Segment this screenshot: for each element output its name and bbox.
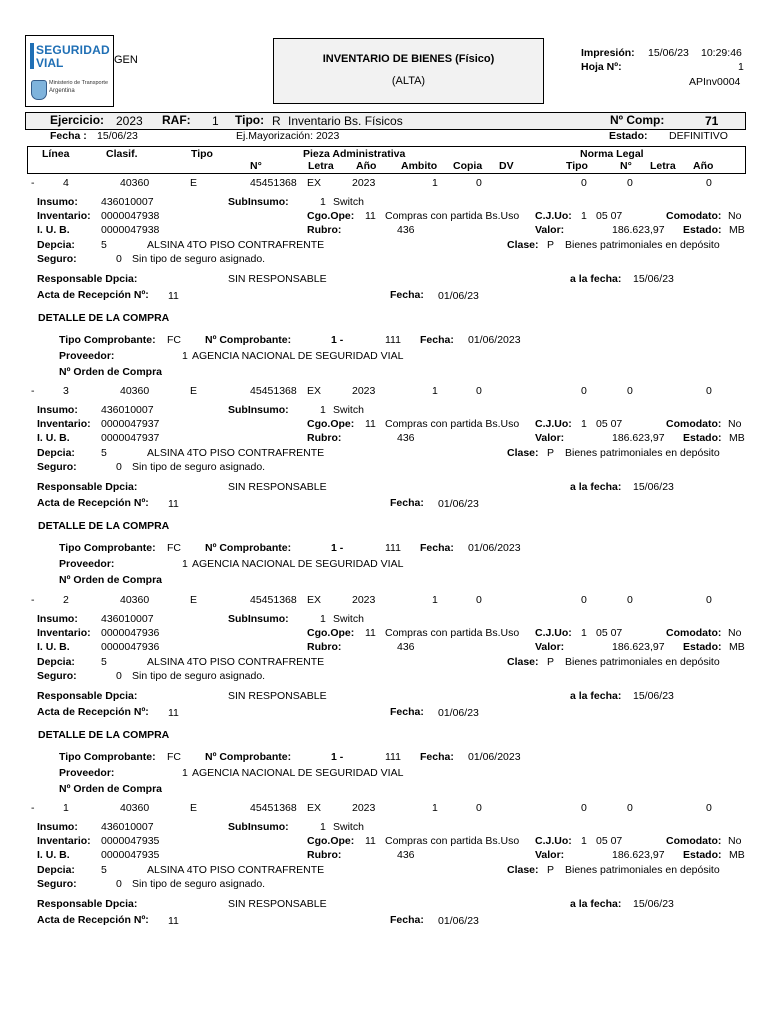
seguro-value: Sin tipo de seguro asignado.: [132, 670, 266, 682]
rubro-value: 436: [397, 224, 415, 236]
rubro-value: 436: [397, 432, 415, 444]
alafecha-label: a la fecha:: [570, 898, 622, 910]
ministry-logo: [28, 76, 111, 102]
rubro-value: 436: [397, 641, 415, 653]
clase-label: Clase:: [507, 656, 539, 668]
acta-fecha-label: Fecha:: [390, 497, 424, 509]
compra-fecha-value: 01/06/2023: [468, 542, 521, 554]
detalle-heading: DETALLE DE LA COMPRA: [38, 312, 170, 324]
row-norma-anio: 0: [706, 385, 712, 397]
rubro-label: Rubro:: [307, 224, 342, 236]
cgoope-number: 11: [365, 418, 376, 430]
row-clasif: 40360: [120, 802, 150, 814]
seguro-value: Sin tipo de seguro asignado.: [132, 461, 266, 473]
subinsumo-number: 1: [320, 821, 326, 833]
depcia-label: Depcia:: [37, 864, 75, 876]
proveedor-label: Proveedor:: [59, 350, 115, 362]
comodato-value: No: [728, 418, 742, 430]
tipocomp-value: FC: [167, 334, 181, 346]
row-linea: 1: [63, 802, 69, 814]
inventario-value: 0000047936: [101, 627, 160, 639]
acta-fecha-value: 01/06/23: [438, 707, 479, 719]
report-title-box: [273, 38, 544, 104]
rubro-label: Rubro:: [307, 432, 342, 444]
clase-value: Bienes patrimoniales en depósito: [565, 239, 720, 251]
row-n: 45451368: [250, 385, 297, 397]
col-dv: DV: [499, 160, 514, 172]
seguro-value: Sin tipo de seguro asignado.: [132, 878, 266, 890]
logo-text-line1: SEGURIDAD: [36, 43, 110, 57]
ncomprobante-value: 111: [385, 542, 401, 554]
column-header: [27, 146, 746, 174]
inventario-label: Inventario:: [37, 627, 91, 639]
estado-item-value: MB: [729, 849, 745, 861]
valor-value: 186.623,97: [612, 432, 665, 444]
row-n: 45451368: [250, 177, 297, 189]
row-norma-anio: 0: [706, 802, 712, 814]
alafecha-value: 15/06/23: [633, 898, 674, 910]
row-dash: -: [31, 177, 35, 189]
iub-label: I. U. B.: [37, 432, 70, 444]
estado-item-label: Estado:: [683, 224, 722, 236]
raf-label: RAF:: [162, 113, 191, 127]
row-clasif: 40360: [120, 385, 150, 397]
ncomp-label: Nº Comp:: [610, 113, 665, 127]
responsable-label: Responsable Dpcia:: [37, 898, 138, 910]
acta-value: 11: [168, 290, 179, 302]
detalle-heading: DETALLE DE LA COMPRA: [38, 520, 170, 532]
row-tipo: E: [190, 594, 198, 606]
acta-fecha-label: Fecha:: [390, 706, 424, 718]
row-copia: 0: [476, 177, 482, 189]
cjuo-label: C.J.Uo:: [535, 835, 572, 847]
ejercicio-value: 2023: [116, 114, 143, 128]
row-norma-anio: 0: [706, 594, 712, 606]
seguro-label: Seguro:: [37, 253, 77, 265]
alafecha-label: a la fecha:: [570, 690, 622, 702]
tipocomp-value: FC: [167, 542, 181, 554]
subinsumo-number: 1: [320, 196, 326, 208]
clase-code: P: [547, 447, 555, 459]
proveedor-number: 1: [182, 558, 188, 570]
compra-fecha-value: 01/06/2023: [468, 334, 521, 346]
acta-value: 11: [168, 707, 179, 719]
valor-value: 186.623,97: [612, 224, 665, 236]
row-n: 45451368: [250, 594, 297, 606]
row-norma-n: 0: [627, 177, 633, 189]
tipo-label: Tipo:: [235, 113, 265, 127]
col-ambito: Ambito: [401, 160, 438, 172]
row-copia: 0: [476, 594, 482, 606]
clase-label: Clase:: [507, 447, 539, 459]
gen-label: GEN: [114, 54, 138, 66]
cjuo-value: 05 07: [596, 627, 623, 639]
alafecha-value: 15/06/23: [633, 690, 674, 702]
proveedor-label: Proveedor:: [59, 558, 115, 570]
proveedor-value: AGENCIA NACIONAL DE SEGURIDAD VIAL: [192, 350, 404, 362]
proveedor-value: AGENCIA NACIONAL DE SEGURIDAD VIAL: [192, 767, 404, 779]
acta-label: Acta de Recepción Nº:: [37, 289, 149, 301]
rubro-value: 436: [397, 849, 415, 861]
ministry-country: Argentina: [49, 88, 75, 94]
tipo-desc: Inventario Bs. Físicos: [288, 114, 403, 128]
inventario-value: 0000047935: [101, 835, 160, 847]
detalle-heading: DETALLE DE LA COMPRA: [38, 729, 170, 741]
col-anio: Año: [356, 160, 377, 172]
proveedor-value: AGENCIA NACIONAL DE SEGURIDAD VIAL: [192, 558, 404, 570]
logo-bar: [30, 43, 34, 69]
seguro-label: Seguro:: [37, 461, 77, 473]
subinsumo-value: Switch: [333, 821, 364, 833]
cjuo-value: 05 07: [596, 835, 623, 847]
iub-value: 0000047938: [101, 224, 160, 236]
fecha-value: 15/06/23: [97, 130, 138, 142]
proveedor-number: 1: [182, 350, 188, 362]
row-tipo: E: [190, 177, 198, 189]
row-ambito: 1: [432, 177, 438, 189]
depcia-number: 5: [101, 239, 107, 251]
ncomprobante-prefix: 1 -: [331, 542, 344, 554]
cgoope-number: 11: [365, 627, 376, 639]
insumo-value: 436010007: [101, 404, 154, 416]
logo-text-line2: VIAL: [36, 56, 64, 70]
valor-label: Valor:: [535, 849, 565, 861]
seguro-label: Seguro:: [37, 670, 77, 682]
cgoope-value: Compras con partida Bs.Uso: [385, 210, 520, 222]
ministry-name: Ministerio de Transporte: [49, 80, 108, 86]
row-norma-n: 0: [627, 594, 633, 606]
rubro-label: Rubro:: [307, 849, 342, 861]
row-tipo: E: [190, 385, 198, 397]
seguro-number: 0: [116, 878, 122, 890]
agency-logo: [25, 35, 114, 107]
depcia-label: Depcia:: [37, 239, 75, 251]
insumo-label: Insumo:: [37, 821, 78, 833]
row-copia: 0: [476, 385, 482, 397]
impresion-date: 15/06/23: [648, 47, 689, 59]
cjuo-number: 1: [581, 418, 587, 430]
item-block: [0, 177, 768, 387]
col-n: N°: [250, 160, 262, 172]
row-norma-tipo: 0: [581, 594, 587, 606]
item-block: [0, 385, 768, 595]
col-copia: Copia: [453, 160, 483, 172]
item-block: [0, 802, 768, 1012]
ejercicio-label: Ejercicio:: [50, 113, 105, 127]
impresion-time: 10:29:46: [701, 47, 742, 59]
row-dash: -: [31, 802, 35, 814]
cjuo-number: 1: [581, 210, 587, 222]
row-letra: EX: [307, 385, 322, 397]
rubro-label: Rubro:: [307, 641, 342, 653]
comodato-label: Comodato:: [666, 835, 722, 847]
iub-value: 0000047935: [101, 849, 160, 861]
comodato-value: No: [728, 210, 742, 222]
row-anio: 2023: [352, 594, 376, 606]
responsable-label: Responsable Dpcia:: [37, 690, 138, 702]
acta-fecha-label: Fecha:: [390, 914, 424, 926]
ejmay-label: Ej.Mayorización: 2023: [236, 130, 340, 142]
clase-code: P: [547, 656, 555, 668]
acta-label: Acta de Recepción Nº:: [37, 706, 149, 718]
insumo-label: Insumo:: [37, 404, 78, 416]
raf-value: 1: [212, 114, 219, 128]
row-n: 45451368: [250, 802, 297, 814]
comodato-label: Comodato:: [666, 627, 722, 639]
clase-label: Clase:: [507, 239, 539, 251]
item-block: [0, 594, 768, 804]
depcia-value: ALSINA 4TO PISO CONTRAFRENTE: [147, 239, 325, 251]
seguridad-vial-logo: [28, 39, 111, 69]
responsable-label: Responsable Dpcia:: [37, 481, 138, 493]
report-title: INVENTARIO DE BIENES (Físico): [322, 53, 495, 65]
valor-value: 186.623,97: [612, 849, 665, 861]
tipocomp-label: Tipo Comprobante:: [59, 542, 156, 554]
acta-label: Acta de Recepción Nº:: [37, 914, 149, 926]
tipocomp-label: Tipo Comprobante:: [59, 334, 156, 346]
cgoope-value: Compras con partida Bs.Uso: [385, 627, 520, 639]
hoja-value: 1: [738, 61, 744, 73]
alafecha-value: 15/06/23: [633, 273, 674, 285]
iub-label: I. U. B.: [37, 849, 70, 861]
orden-label: Nº Orden de Compra: [59, 574, 163, 586]
row-tipo: E: [190, 802, 198, 814]
responsable-label: Responsable Dpcia:: [37, 273, 138, 285]
col-norma-n: N°: [620, 160, 632, 172]
col-norma-tipo: Tipo: [566, 160, 588, 172]
impresion-label: Impresión:: [581, 47, 635, 59]
alafecha-label: a la fecha:: [570, 481, 622, 493]
row-norma-n: 0: [627, 385, 633, 397]
row-letra: EX: [307, 802, 322, 814]
ncomprobante-prefix: 1 -: [331, 751, 344, 763]
valor-value: 186.623,97: [612, 641, 665, 653]
depcia-label: Depcia:: [37, 656, 75, 668]
alafecha-label: a la fecha:: [570, 273, 622, 285]
tipocomp-value: FC: [167, 751, 181, 763]
valor-label: Valor:: [535, 641, 565, 653]
row-norma-n: 0: [627, 802, 633, 814]
inventario-label: Inventario:: [37, 418, 91, 430]
proveedor-label: Proveedor:: [59, 767, 115, 779]
acta-fecha-value: 01/06/23: [438, 915, 479, 927]
estado-item-value: MB: [729, 641, 745, 653]
subinsumo-label: SubInsumo:: [228, 821, 289, 833]
subinsumo-number: 1: [320, 404, 326, 416]
cgoope-value: Compras con partida Bs.Uso: [385, 835, 520, 847]
compra-fecha-label: Fecha:: [420, 334, 454, 346]
subinsumo-label: SubInsumo:: [228, 613, 289, 625]
row-clasif: 40360: [120, 594, 150, 606]
compra-fecha-label: Fecha:: [420, 751, 454, 763]
cgoope-label: Cgo.Ope:: [307, 835, 355, 847]
clase-value: Bienes patrimoniales en depósito: [565, 656, 720, 668]
comodato-label: Comodato:: [666, 210, 722, 222]
responsable-value: SIN RESPONSABLE: [228, 898, 327, 910]
ncomprobante-value: 111: [385, 751, 401, 763]
row-anio: 2023: [352, 802, 376, 814]
row-ambito: 1: [432, 802, 438, 814]
estado-item-value: MB: [729, 224, 745, 236]
cjuo-value: 05 07: [596, 418, 623, 430]
subinsumo-label: SubInsumo:: [228, 196, 289, 208]
row-linea: 2: [63, 594, 69, 606]
row-norma-tipo: 0: [581, 177, 587, 189]
subinsumo-label: SubInsumo:: [228, 404, 289, 416]
cgoope-label: Cgo.Ope:: [307, 418, 355, 430]
row-letra: EX: [307, 177, 322, 189]
escudo-icon: [31, 80, 47, 100]
col-pieza: Pieza Administrativa: [303, 148, 406, 160]
subinsumo-value: Switch: [333, 404, 364, 416]
ncomprobante-prefix: 1 -: [331, 334, 344, 346]
ncomprobante-label: Nº Comprobante:: [205, 751, 292, 763]
hoja-label: Hoja Nº:: [581, 61, 622, 73]
cjuo-number: 1: [581, 835, 587, 847]
compra-fecha-label: Fecha:: [420, 542, 454, 554]
acta-value: 11: [168, 915, 179, 927]
seguro-value: Sin tipo de seguro asignado.: [132, 253, 266, 265]
subinsumo-number: 1: [320, 613, 326, 625]
col-norma-anio: Año: [693, 160, 714, 172]
report-subtitle: (ALTA): [391, 75, 426, 87]
ncomp-value: 71: [705, 114, 719, 128]
subinsumo-value: Switch: [333, 196, 364, 208]
insumo-label: Insumo:: [37, 196, 78, 208]
iub-value: 0000047937: [101, 432, 160, 444]
orden-label: Nº Orden de Compra: [59, 783, 163, 795]
summary-bar: [25, 112, 746, 130]
seguro-number: 0: [116, 461, 122, 473]
depcia-number: 5: [101, 656, 107, 668]
depcia-label: Depcia:: [37, 447, 75, 459]
acta-value: 11: [168, 498, 179, 510]
row-linea: 4: [63, 177, 69, 189]
depcia-number: 5: [101, 447, 107, 459]
ncomprobante-value: 111: [385, 334, 401, 346]
valor-label: Valor:: [535, 224, 565, 236]
seguro-number: 0: [116, 670, 122, 682]
cjuo-label: C.J.Uo:: [535, 627, 572, 639]
acta-fecha-label: Fecha:: [390, 289, 424, 301]
iub-value: 0000047936: [101, 641, 160, 653]
col-linea: Línea: [42, 148, 70, 160]
row-ambito: 1: [432, 385, 438, 397]
col-tipo: Tipo: [191, 148, 213, 160]
seguro-label: Seguro:: [37, 878, 77, 890]
iub-label: I. U. B.: [37, 224, 70, 236]
cjuo-number: 1: [581, 627, 587, 639]
estado-item-value: MB: [729, 432, 745, 444]
row-linea: 3: [63, 385, 69, 397]
row-copia: 0: [476, 802, 482, 814]
tipocomp-label: Tipo Comprobante:: [59, 751, 156, 763]
inventario-value: 0000047938: [101, 210, 160, 222]
cgoope-label: Cgo.Ope:: [307, 627, 355, 639]
row-clasif: 40360: [120, 177, 150, 189]
valor-label: Valor:: [535, 432, 565, 444]
depcia-value: ALSINA 4TO PISO CONTRAFRENTE: [147, 864, 325, 876]
clase-code: P: [547, 864, 555, 876]
insumo-label: Insumo:: [37, 613, 78, 625]
col-letra: Letra: [308, 160, 334, 172]
comodato-value: No: [728, 835, 742, 847]
cgoope-number: 11: [365, 210, 376, 222]
cjuo-value: 05 07: [596, 210, 623, 222]
depcia-number: 5: [101, 864, 107, 876]
compra-fecha-value: 01/06/2023: [468, 751, 521, 763]
proveedor-number: 1: [182, 767, 188, 779]
cjuo-label: C.J.Uo:: [535, 418, 572, 430]
row-norma-anio: 0: [706, 177, 712, 189]
depcia-value: ALSINA 4TO PISO CONTRAFRENTE: [147, 656, 325, 668]
estado-item-label: Estado:: [683, 432, 722, 444]
insumo-value: 436010007: [101, 613, 154, 625]
clase-label: Clase:: [507, 864, 539, 876]
seguro-number: 0: [116, 253, 122, 265]
cgoope-value: Compras con partida Bs.Uso: [385, 418, 520, 430]
col-clasif: Clasif.: [106, 148, 138, 160]
iub-label: I. U. B.: [37, 641, 70, 653]
ncomprobante-label: Nº Comprobante:: [205, 334, 292, 346]
responsable-value: SIN RESPONSABLE: [228, 690, 327, 702]
subinsumo-value: Switch: [333, 613, 364, 625]
fecha-label: Fecha :: [50, 130, 87, 142]
acta-label: Acta de Recepción Nº:: [37, 497, 149, 509]
orden-label: Nº Orden de Compra: [59, 366, 163, 378]
inventario-label: Inventario:: [37, 835, 91, 847]
cgoope-label: Cgo.Ope:: [307, 210, 355, 222]
comodato-value: No: [728, 627, 742, 639]
depcia-value: ALSINA 4TO PISO CONTRAFRENTE: [147, 447, 325, 459]
clase-value: Bienes patrimoniales en depósito: [565, 864, 720, 876]
row-letra: EX: [307, 594, 322, 606]
acta-fecha-value: 01/06/23: [438, 498, 479, 510]
report-code: APInv0004: [689, 76, 741, 88]
clase-code: P: [547, 239, 555, 251]
ncomprobante-label: Nº Comprobante:: [205, 542, 292, 554]
row-ambito: 1: [432, 594, 438, 606]
insumo-value: 436010007: [101, 821, 154, 833]
row-norma-tipo: 0: [581, 802, 587, 814]
row-dash: -: [31, 385, 35, 397]
inventario-label: Inventario:: [37, 210, 91, 222]
estado-value: DEFINITIVO: [669, 130, 728, 142]
estado-item-label: Estado:: [683, 849, 722, 861]
inventario-value: 0000047937: [101, 418, 160, 430]
alafecha-value: 15/06/23: [633, 481, 674, 493]
row-dash: -: [31, 594, 35, 606]
estado-item-label: Estado:: [683, 641, 722, 653]
cjuo-label: C.J.Uo:: [535, 210, 572, 222]
comodato-label: Comodato:: [666, 418, 722, 430]
row-norma-tipo: 0: [581, 385, 587, 397]
col-norma-letra: Letra: [650, 160, 676, 172]
insumo-value: 436010007: [101, 196, 154, 208]
row-anio: 2023: [352, 385, 376, 397]
responsable-value: SIN RESPONSABLE: [228, 481, 327, 493]
cgoope-number: 11: [365, 835, 376, 847]
estado-label: Estado:: [609, 130, 648, 142]
tipo-value: R: [272, 114, 281, 128]
col-norma: Norma Legal: [580, 148, 644, 160]
acta-fecha-value: 01/06/23: [438, 290, 479, 302]
row-anio: 2023: [352, 177, 376, 189]
clase-value: Bienes patrimoniales en depósito: [565, 447, 720, 459]
responsable-value: SIN RESPONSABLE: [228, 273, 327, 285]
